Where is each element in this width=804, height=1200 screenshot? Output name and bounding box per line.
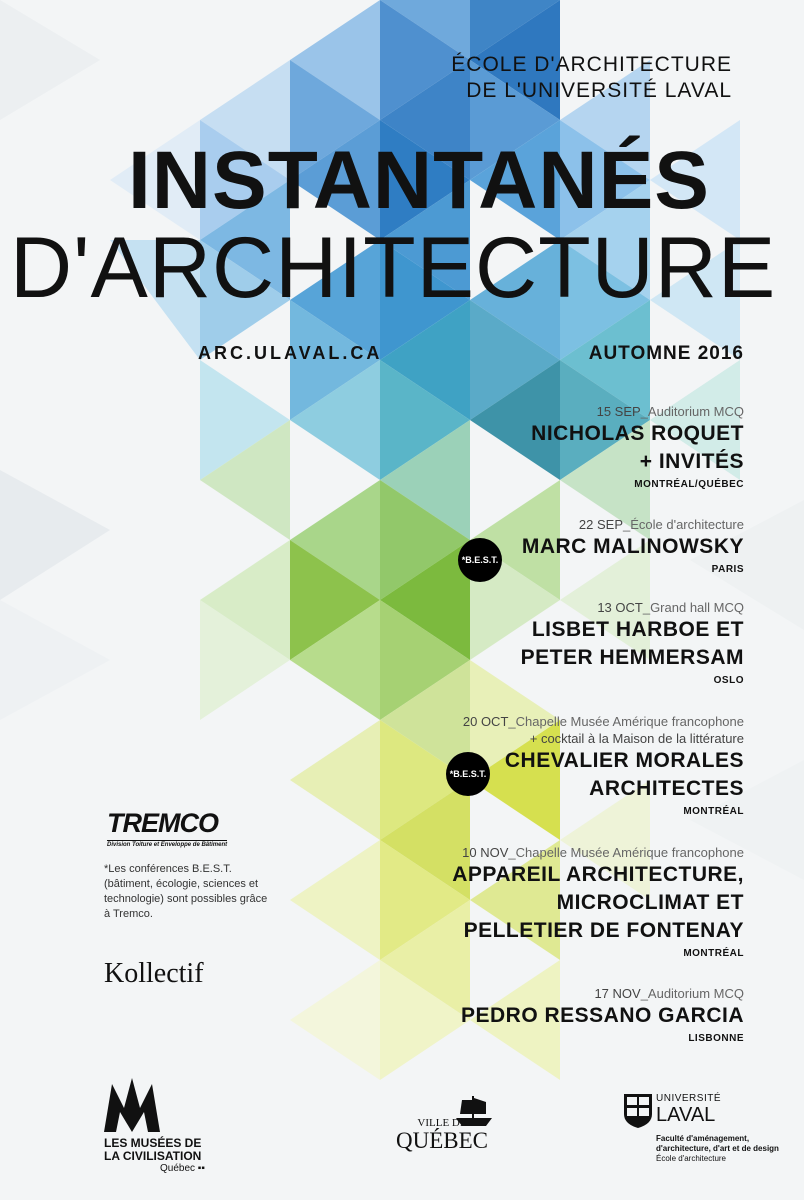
- event-location-extra: + cocktail à la Maison de la littérature: [529, 731, 744, 746]
- event-date: 15 SEP: [596, 404, 641, 419]
- event-speaker-line: MICROCLIMAT ET: [556, 891, 744, 914]
- event-speaker-line: + INVITÉS: [639, 450, 744, 473]
- event-item: [314, 599, 744, 688]
- event-speaker-line: PELLETIER DE FONTENAY: [463, 919, 744, 942]
- website-link[interactable]: ARC.ULAVAL.CA: [198, 343, 383, 363]
- event-date: 22 SEP: [578, 517, 623, 532]
- event-date: 10 NOV: [462, 845, 509, 860]
- best-badge: *B.E.S.T.: [446, 752, 490, 796]
- musees-quebec: Québec ▪▪: [160, 1163, 205, 1174]
- title-line-1: INSTANTANÉS: [128, 135, 710, 226]
- musees-line-1: LES MUSÉES DE: [104, 1136, 202, 1150]
- ville-de-quebec-logo: [396, 1118, 488, 1152]
- faculty-line-1: Faculté d'aménagement,: [656, 1134, 750, 1143]
- event-speaker-line: MARC MALINOWSKY: [521, 535, 744, 558]
- event-location: _Grand hall MCQ: [642, 600, 744, 615]
- musees-logo-icon: [104, 1078, 160, 1132]
- faculty-name: [656, 1134, 779, 1154]
- event-city: OSLO: [713, 675, 744, 686]
- event-speaker: [314, 533, 744, 561]
- event-date-line: [314, 516, 744, 533]
- event-item: [314, 516, 744, 577]
- university-name: LAVAL: [656, 1104, 716, 1126]
- event-date: 20 OCT: [462, 714, 509, 729]
- event-date: 13 OCT: [597, 600, 643, 615]
- event-city: MONTRÉAL: [683, 948, 744, 959]
- university-top: UNIVERSITÉ: [656, 1093, 722, 1104]
- season-label: AUTOMNE 2016: [588, 343, 744, 364]
- tremco-logo: TREMCO: [107, 808, 218, 838]
- event-speaker-line: NICHOLAS ROQUET: [531, 422, 744, 445]
- title-line-2: D'ARCHITECTURE: [10, 220, 777, 316]
- event-speaker-line: ARCHITECTES: [589, 777, 744, 800]
- school-line-2: DE L'UNIVERSITÉ LAVAL: [466, 79, 732, 102]
- event-speaker: [314, 420, 744, 476]
- ecole-name: École d'architecture: [656, 1154, 727, 1163]
- event-item: [314, 985, 744, 1046]
- school-line-1: ÉCOLE D'ARCHITECTURE: [451, 53, 732, 76]
- event-location: _Auditorium MCQ: [640, 404, 744, 419]
- event-city: PARIS: [711, 564, 744, 575]
- best-badge: *B.E.S.T.: [458, 538, 502, 582]
- event-item: [314, 403, 744, 492]
- kollectif-logo: Kollectif: [104, 958, 204, 989]
- event-speaker: [314, 616, 744, 672]
- event-city: MONTRÉAL/QUÉBEC: [634, 479, 744, 490]
- university-crest-icon: [624, 1094, 652, 1128]
- musees-name: [104, 1137, 201, 1163]
- school-name: [451, 52, 732, 104]
- event-speaker-line: CHEVALIER MORALES: [504, 749, 744, 772]
- event-date-line: [184, 844, 744, 861]
- event-speaker: [314, 1002, 744, 1030]
- event-city: LISBONNE: [688, 1033, 744, 1044]
- event-location: _Chapelle Musée Amérique francophone: [508, 714, 744, 729]
- tremco-division: Division Toiture et Enveloppe de Bâtiment: [107, 842, 228, 848]
- event-location: _École d'architecture: [623, 517, 744, 532]
- musees-line-2: LA CIVILISATION: [104, 1149, 202, 1163]
- event-date-line: [184, 713, 744, 730]
- event-speaker-line: PEDRO RESSANO GARCIA: [460, 1004, 744, 1027]
- event-speaker-line: PETER HEMMERSAM: [520, 646, 744, 669]
- ville-big: QUÉBEC: [396, 1128, 488, 1153]
- ville-small: VILLE DE: [417, 1117, 467, 1129]
- event-speaker-line: APPAREIL ARCHITECTURE,: [452, 863, 744, 886]
- event-location: _Auditorium MCQ: [640, 986, 744, 1001]
- event-date: 17 NOV: [594, 986, 641, 1001]
- event-date-line: [314, 985, 744, 1002]
- best-sponsor-note: *Les conférences B.E.S.T. (bâtiment, écologie, sciences et technologie) sont possibles grâce à Tremco.: [104, 863, 268, 920]
- event-location: _Chapelle Musée Amérique francophone: [508, 845, 744, 860]
- faculty-line-2: d'architecture, d'art et de design: [656, 1144, 779, 1153]
- event-date-line: [314, 599, 744, 616]
- event-city: MONTRÉAL: [683, 806, 744, 817]
- event-speaker-line: LISBET HARBOE ET: [531, 618, 744, 641]
- event-date-line: [314, 403, 744, 420]
